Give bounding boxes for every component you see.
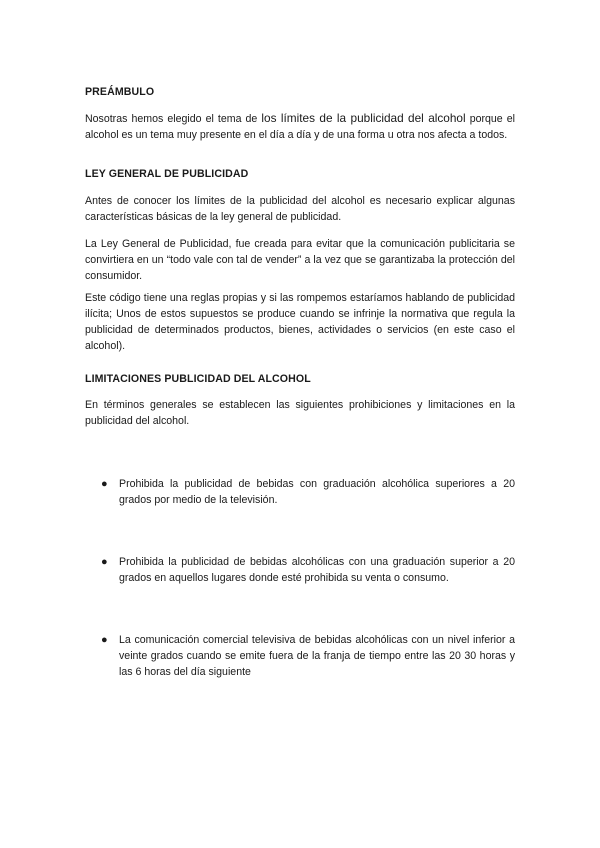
heading-ley-general: LEY GENERAL DE PUBLICIDAD bbox=[85, 168, 249, 180]
paragraph-ley-3: Este código tiene una reglas propias y si las rompemos estaríamos hablando de publicidad ilícita; Unos de estos supuestos se produce cuando se infrinje la normativa que regula la publicidad de determinados productos, bienes, actividades o servicios (en este caso el alcohol). bbox=[85, 292, 515, 352]
paragraph-ley-2: La Ley General de Publicidad, fue creada para evitar que la comunicación publicitaria se convirtiera en un “todo vale con tal de vender” a la vez que se garantizaba la protección del consumidor. bbox=[85, 238, 515, 282]
paragraph-preambulo bbox=[85, 110, 515, 143]
paragraph-limitaciones-intro: En términos generales se establecen las siguientes prohibiciones y limitaciones en la publicidad del alcohol. bbox=[85, 399, 515, 427]
list-item-3 bbox=[103, 632, 515, 680]
bullet-icon: ● bbox=[101, 478, 108, 490]
bullet-icon: ● bbox=[101, 556, 108, 568]
paragraph-ley-1: Antes de conocer los límites de la publicidad del alcohol es necesario explicar algunas características básicas de la ley general de publicidad. bbox=[85, 195, 515, 223]
list-item-1 bbox=[103, 476, 515, 508]
heading-preambulo: PREÁMBULO bbox=[85, 86, 155, 98]
bullet-icon: ● bbox=[101, 634, 108, 646]
list-item-text: Prohibida la publicidad de bebidas con graduación alcohólica superiores a 20 grados por medio de la televisión. bbox=[119, 478, 515, 506]
paragraph-preambulo-start: Nosotras hemos elegido el tema de bbox=[85, 113, 262, 125]
list-item-text: Prohibida la publicidad de bebidas alcohólicas con una graduación superior a 20 grados en aquellos lugares donde esté prohibida su venta o consumo. bbox=[119, 556, 515, 584]
list-item-text: La comunicación comercial televisiva de bebidas alcohólicas con un nivel inferior a veinte grados cuando se emite fuera de la franja de tiempo entre las 20 30 horas y las 6 horas del día siguiente bbox=[119, 634, 515, 678]
heading-limitaciones: LIMITACIONES PUBLICIDAD DEL ALCOHOL bbox=[85, 373, 311, 385]
paragraph-preambulo-emphasis: los límites de la publicidad del alcohol bbox=[261, 111, 466, 125]
paragraph-preambulo-end: porque el alcohol es un tema muy presente en el día a día y de una forma u otra nos afecta a todos. bbox=[85, 113, 515, 141]
list-item-2 bbox=[103, 554, 515, 586]
